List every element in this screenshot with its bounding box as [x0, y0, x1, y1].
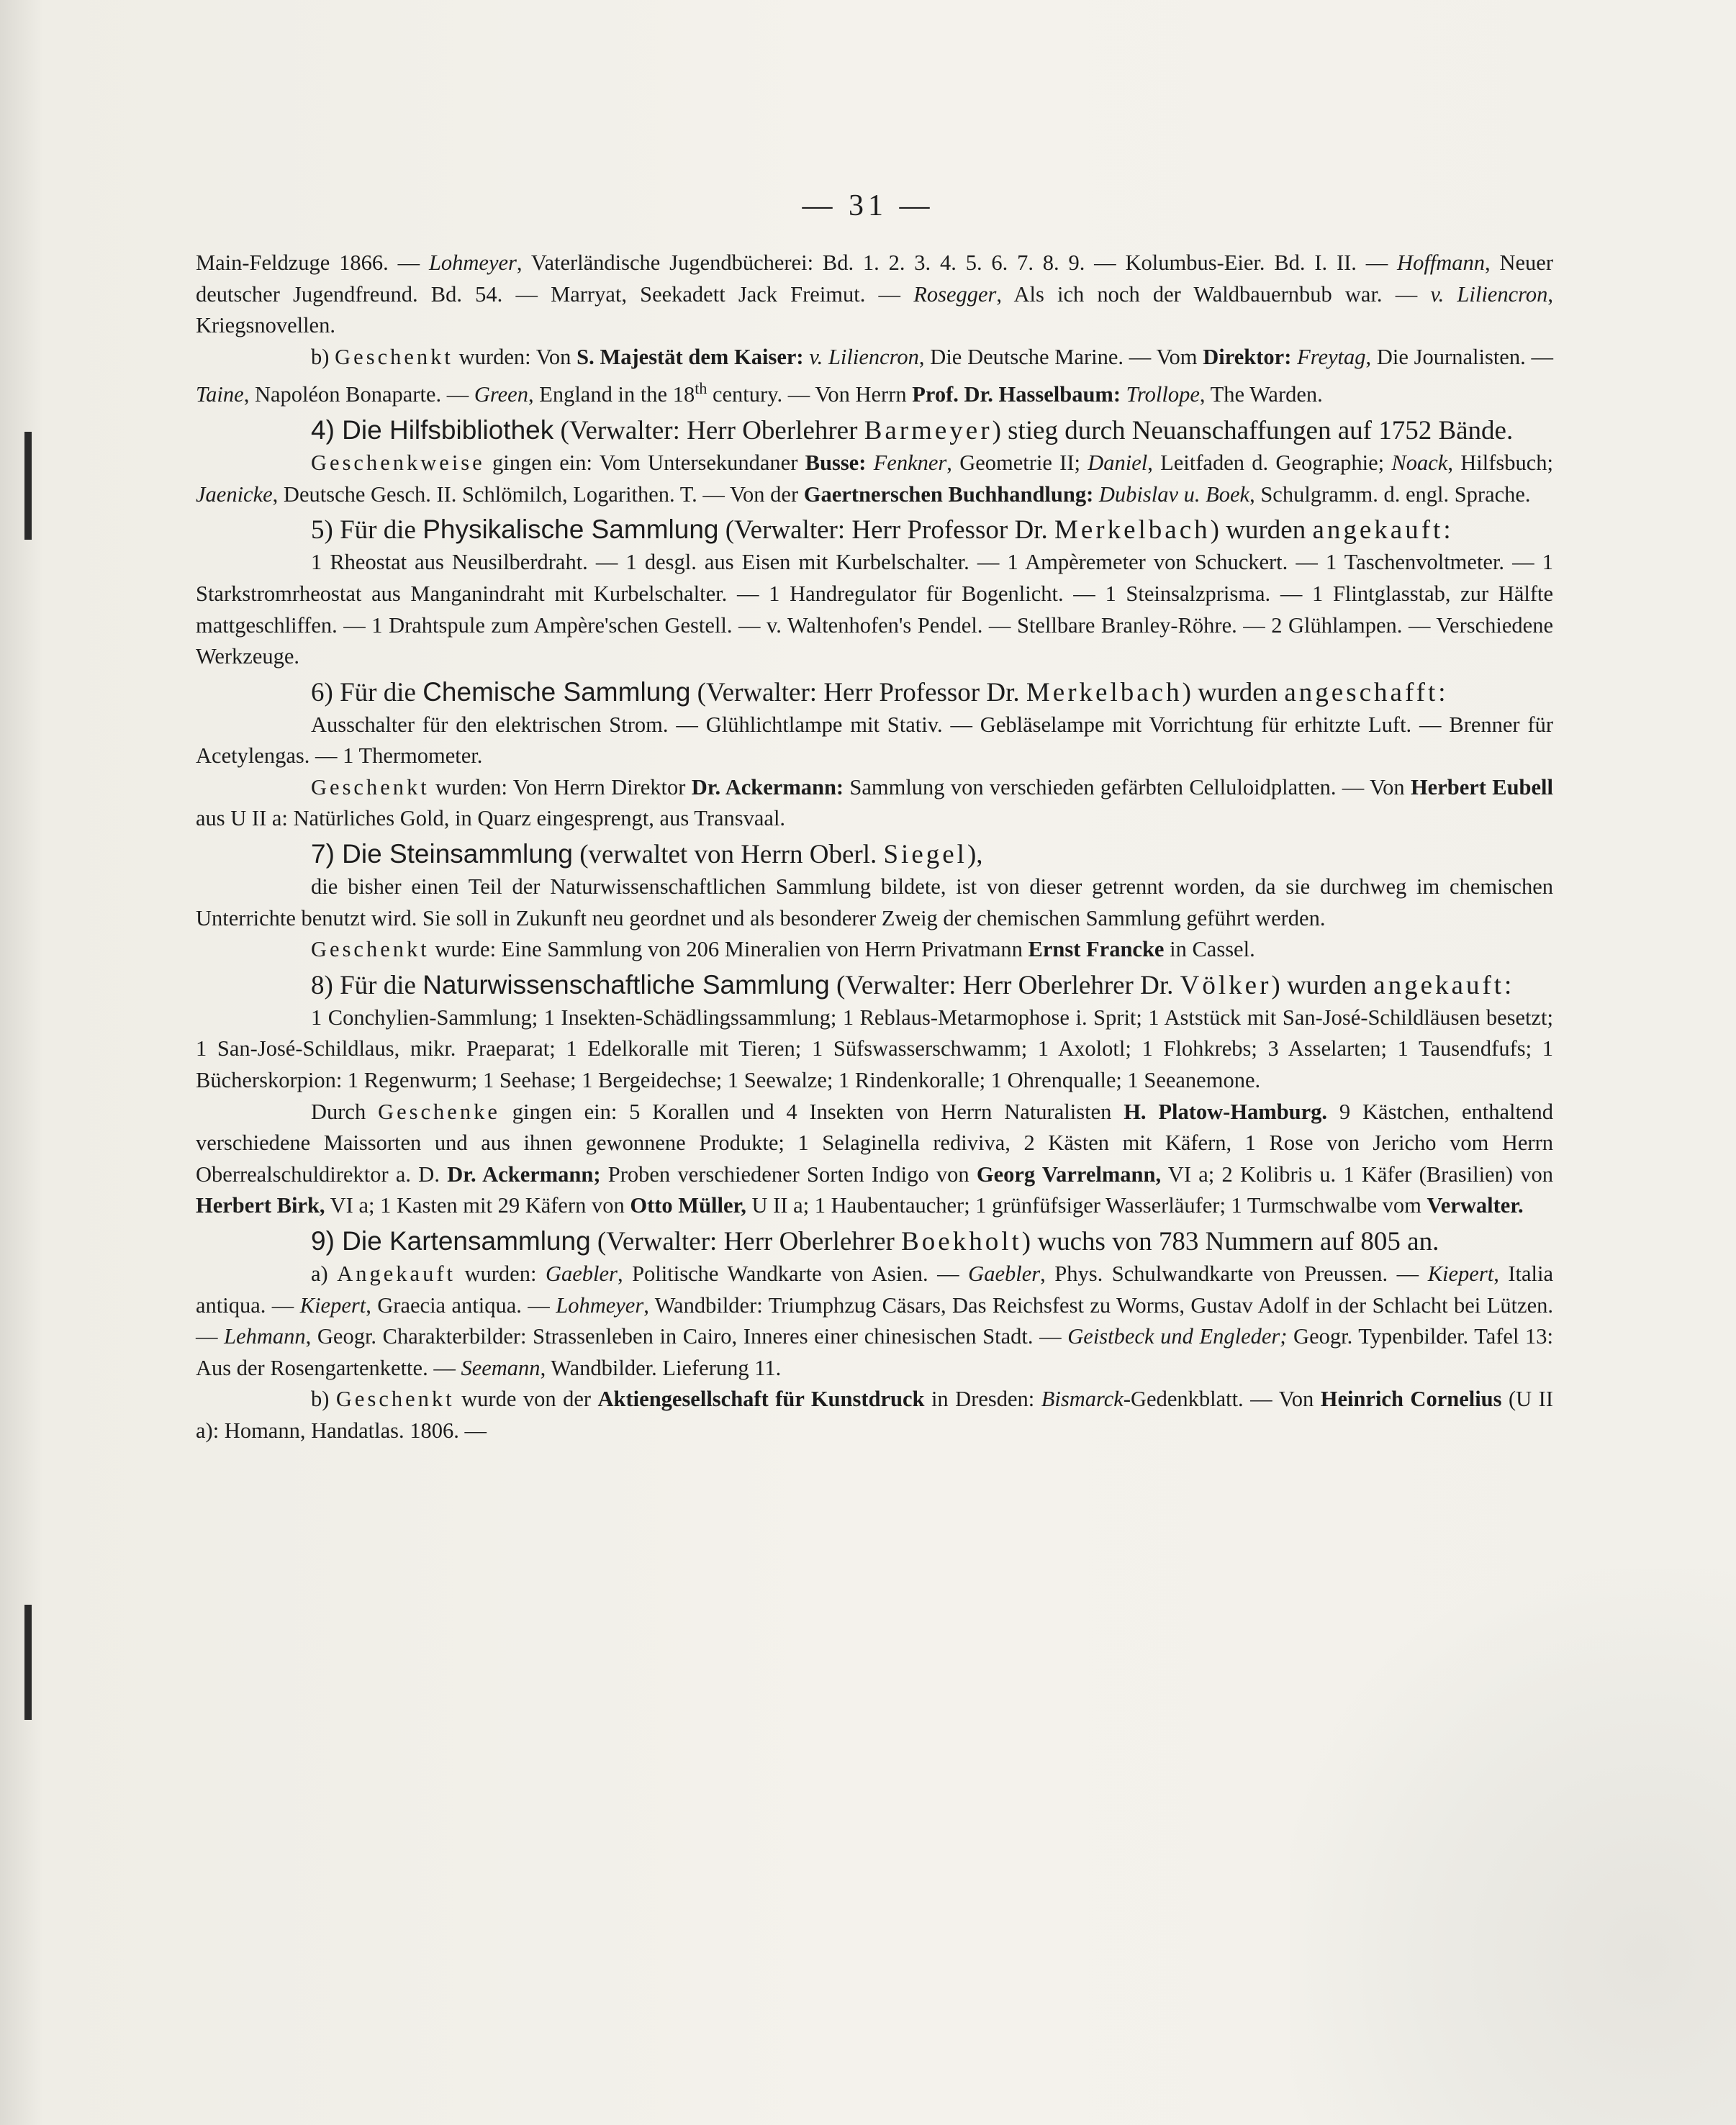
text-run: Aktiengesellschaft für Kunstdruck: [597, 1387, 925, 1412]
text-run: Main-Feldzuge 1866. —: [196, 250, 429, 275]
text-run: (Verwalter: Herr Professor Dr.: [690, 677, 1026, 707]
text-run: , Wandbilder: Triumphzug Cäsars, Das Reichsfest zu Worms, Gustav Adolf in der Schlacht bei Lützen. —: [196, 1292, 1553, 1349]
text-run: Geschenkt: [335, 1387, 455, 1412]
text-run: Geschenkt: [335, 344, 453, 369]
text-run: 1 Rheostat aus Neusilberdraht. — 1 desgl. aus Eisen mit Kurbelschalter. — 1 Ampèremeter von Schuckert. — 1 Taschenvoltmeter. — 1 Starkstromrheostat aus Manganindraht mit Kurbelschalter. — 1 Handregulator für Bogenlicht. — 1 Steinsalzprisma. — 1 Flintglasstab, zur Hälfte mattgeschliffen. — 1 Drahtspule zum Ampère'schen Gestell. — v. Waltenhofen's Pendel. — Stellbare Branley-Röhre. — 2 Glühlampen. — Verschiedene Werkzeuge.: [196, 550, 1553, 669]
text-run: 9) Die Kartensammlung: [311, 1226, 591, 1256]
text-run: Für die: [340, 677, 423, 707]
text-run: , Graecia antiqua. —: [366, 1292, 556, 1318]
text-run: Merkelbach: [1054, 515, 1211, 545]
text-paragraph: [196, 871, 1553, 934]
text-run: b): [311, 1387, 336, 1412]
text-run: Freytag: [1297, 344, 1366, 369]
text-run: Lohmeyer: [556, 1292, 644, 1318]
text-run: , Phys. Schulwandkarte von Preussen. —: [1040, 1261, 1428, 1286]
text-run: U II a; 1 Haubentaucher; 1 grünfüfsiger Wasserläufer; 1 Turmschwalbe vom: [746, 1193, 1427, 1218]
text-run: Lehmann: [224, 1324, 306, 1349]
text-run: , Politische Wandkarte von Asien. —: [617, 1261, 969, 1286]
text-run: Merkelbach: [1026, 677, 1183, 707]
text-run: Physikalische Sammlung: [422, 515, 719, 545]
text-run: , Neuer deutscher Jugendfreund. Bd. 54. — Marryat, Seekadett Jack Freimut. —: [196, 250, 1554, 307]
text-run: (Verwalter: Herr Oberlehrer: [590, 1227, 902, 1256]
page-body: [196, 248, 1553, 1447]
text-run: aus U II a: Natürliches Gold, in Quarz eingesprengt, aus Transvaal.: [196, 806, 786, 831]
text-run: [1291, 345, 1297, 369]
text-run: Otto Müller,: [630, 1193, 746, 1218]
section-heading-paragraph: [196, 1225, 1553, 1259]
text-run: Für die: [340, 515, 423, 545]
text-run: Geschenkweise: [311, 450, 485, 476]
section-heading-paragraph: [196, 414, 1553, 448]
text-run: VI a; 2 Kolibris u. 1 Käfer (Brasilien) von: [1161, 1161, 1554, 1187]
text-run: Durch: [311, 1099, 379, 1124]
text-run: Verwalter.: [1427, 1193, 1524, 1218]
text-run: wurden: Von Herrn Direktor: [429, 774, 692, 799]
text-run: angeschafft:: [1284, 677, 1449, 707]
text-paragraph: [196, 248, 1553, 342]
text-run: Gaertnerschen Buchhandlung:: [803, 481, 1094, 507]
text-run: b): [311, 344, 335, 369]
text-run: Daniel: [1088, 450, 1148, 476]
text-run: Dr. Ackermann;: [447, 1161, 601, 1187]
text-run: Für die: [340, 970, 423, 1000]
text-run: Barmeyer: [864, 416, 993, 446]
text-paragraph: [196, 342, 1553, 411]
text-run: angekauft:: [1312, 515, 1454, 545]
text-run: H. Platow-Hamburg.: [1124, 1099, 1328, 1124]
section-heading-paragraph: [196, 838, 1553, 871]
text-run: wurden: Von: [453, 344, 577, 369]
text-run: , England in the 18: [528, 382, 695, 407]
text-run: Kiepert: [1427, 1261, 1494, 1286]
text-run: ) wurden: [1210, 515, 1313, 545]
text-run: Gaebler: [968, 1261, 1041, 1286]
text-run: Seemann: [461, 1355, 541, 1380]
text-paragraph: [196, 1002, 1553, 1097]
text-run: Boekholt: [901, 1227, 1022, 1256]
text-run: 6): [311, 677, 340, 707]
text-run: Georg Varrelmann,: [976, 1161, 1162, 1187]
text-run: , The Warden.: [1199, 382, 1323, 407]
text-run: Geistbeck und Engleder;: [1067, 1324, 1288, 1349]
text-run: Geschenkt: [311, 774, 430, 799]
text-run: , Vaterländische Jugendbücherei: Bd. 1. 2. 3. 4. 5. 6. 7. 8. 9. — Kolumbus-Eier. Bd. I. II. —: [516, 250, 1398, 275]
text-paragraph: [196, 448, 1553, 510]
text-run: th: [695, 379, 707, 398]
text-run: ) stieg durch Neuanschaffungen auf 1752 Bände.: [992, 416, 1514, 446]
text-run: v. Liliencron: [809, 344, 919, 369]
text-run: , Geometrie II;: [946, 450, 1088, 476]
text-run: (Verwalter: Herr Professor Dr.: [718, 515, 1054, 545]
text-run: ),: [967, 840, 983, 870]
text-run: 7) Die Steinsammlung: [311, 839, 573, 869]
text-run: Ausschalter für den elektrischen Strom. — Glühlichtlampe mit Stativ. — Gebläselampe mit Vorrichtung für erhitzte Luft. — Brenner für Acetylengas. — 1 Thermometer.: [196, 712, 1553, 769]
text-run: Sammlung von verschieden gefärbten Celluloidplatten. — Von: [844, 774, 1411, 799]
text-run: Herbert Eubell: [1410, 774, 1554, 799]
text-paragraph: [196, 772, 1553, 835]
text-run: , Schulgramm. d. engl. Sprache.: [1249, 481, 1531, 507]
section-heading-paragraph: [196, 676, 1553, 710]
page-number: — 31 —: [802, 189, 934, 222]
text-run: Rosegger: [913, 281, 997, 307]
text-run: , Leitfaden d. Geographie;: [1147, 450, 1392, 476]
text-run: , Hilfsbuch;: [1447, 450, 1553, 476]
text-run: S. Majestät dem Kaiser:: [577, 344, 804, 369]
text-run: Direktor:: [1203, 344, 1292, 369]
binding-mark: [24, 1605, 32, 1720]
text-run: ) wuchs von 783 Nummern auf 805 an.: [1021, 1227, 1439, 1256]
text-run: Naturwissenschaftliche Sammlung: [422, 969, 830, 1000]
text-run: 9 Kästchen, enthaltend verschiedene Maissorten und aus ihnen gewonnene Produkte; 1 Selaginella rediviva, 2 Kästen mit Käfern, 1 Rose von Jericho vom Herrn Oberrealschuldirektor a. D.: [196, 1099, 1554, 1187]
text-run: v. Liliencron: [1430, 281, 1548, 307]
text-paragraph: [196, 1259, 1553, 1384]
text-run: Siegel: [883, 840, 967, 870]
text-run: gingen ein: Vom Untersekundaner: [484, 450, 805, 476]
text-run: ) wurden: [1182, 677, 1285, 707]
text-run: , Die Deutsche Marine. — Vom: [918, 344, 1203, 369]
text-run: 8): [311, 970, 340, 1000]
text-run: Fenkner: [873, 450, 947, 476]
text-run: Geschenkt: [311, 937, 430, 962]
text-run: -Gedenkblatt. — Von: [1123, 1387, 1321, 1412]
text-run: Chemische Sammlung: [422, 676, 691, 707]
text-run: Kiepert: [299, 1292, 366, 1318]
text-run: Herbert Birk,: [196, 1193, 325, 1218]
text-run: wurde von der: [454, 1387, 598, 1412]
text-run: Geogr. Typenbilder. Tafel 13: Aus der Rosengartenkette. —: [196, 1324, 1554, 1380]
text-run: , Geogr. Charakterbilder: Strassenleben in Cairo, Inneres einer chinesischen Stadt. —: [305, 1324, 1068, 1349]
text-run: Gaebler: [545, 1261, 618, 1286]
water-stain: [1290, 1569, 1736, 2125]
text-run: Bismarck: [1041, 1387, 1124, 1412]
text-paragraph: [196, 1097, 1553, 1222]
text-paragraph: [196, 934, 1553, 966]
text-run: (verwaltet von Herrn Oberl.: [572, 840, 884, 870]
text-run: Angekauft: [337, 1261, 456, 1286]
binding-mark: [24, 432, 32, 540]
text-run: , Die Journalisten. —: [1365, 344, 1553, 369]
text-run: Völker: [1180, 970, 1272, 1000]
section-heading-paragraph: [196, 969, 1553, 1002]
text-run: Ernst Francke: [1028, 937, 1165, 962]
text-run: Heinrich Cornelius: [1320, 1387, 1502, 1412]
text-run: Hoffmann: [1397, 250, 1486, 275]
text-run: ) wurden: [1271, 970, 1374, 1000]
text-run: , Italia antiqua. —: [196, 1261, 1553, 1318]
text-run: Dr. Ackermann:: [691, 774, 844, 799]
text-run: in Dresden:: [924, 1387, 1041, 1412]
text-run: 5): [311, 515, 340, 545]
text-run: (U II a): Homann, Handatlas. 1806. —: [196, 1387, 1553, 1443]
text-run: Lohmeyer: [428, 250, 517, 275]
text-run: angekauft:: [1373, 970, 1515, 1000]
text-paragraph: [196, 547, 1553, 672]
text-run: [1121, 383, 1126, 407]
text-run: Geschenke: [378, 1099, 500, 1124]
text-run: [1093, 482, 1099, 507]
text-run: century. — Von Herrn: [707, 382, 913, 407]
text-run: Proben verschiedener Sorten Indigo von: [600, 1161, 977, 1187]
text-run: VI a; 1 Kasten mit 29 Käfern von: [325, 1193, 630, 1218]
text-run: , Kriegsnovellen.: [196, 281, 1553, 338]
text-run: gingen ein: 5 Korallen und 4 Insekten von Herrn Naturalisten: [499, 1099, 1124, 1124]
text-run: Noack: [1391, 450, 1448, 476]
text-run: Jaenicke: [196, 481, 273, 507]
text-run: 4) Die Hilfsbibliothek: [311, 415, 554, 445]
text-run: in Cassel.: [1164, 937, 1255, 962]
text-run: die bisher einen Teil der Naturwissenschaftlichen Sammlung bildete, ist von dieser getrennt worden, da sie durchweg im chemischen Unterrichte benutzt wird. Sie soll in Zukunft neu geordnet und als besonderer Zweig der chemischen Sammlung geführt werden.: [196, 874, 1553, 930]
text-run: [866, 450, 873, 475]
text-run: Green: [474, 382, 528, 407]
text-run: wurden:: [455, 1261, 546, 1286]
text-run: Dubislav u. Boek: [1098, 481, 1250, 507]
text-run: Taine: [196, 382, 244, 407]
text-run: (Verwalter: Herr Oberlehrer Dr.: [829, 970, 1180, 1000]
text-run: , Napoléon Bonaparte. —: [243, 382, 474, 407]
text-run: (Verwalter: Herr Oberlehrer: [553, 416, 864, 446]
text-paragraph: [196, 1384, 1553, 1446]
text-run: , Deutsche Gesch. II. Schlömilch, Logarithen. T. — Von der: [272, 481, 804, 507]
text-run: a): [311, 1261, 338, 1286]
text-run: , Wandbilder. Lieferung 11.: [540, 1355, 782, 1380]
text-paragraph: [196, 710, 1553, 772]
text-run: Prof. Dr. Hasselbaum:: [912, 382, 1121, 407]
text-run: Busse:: [805, 450, 867, 476]
section-heading-paragraph: [196, 513, 1553, 547]
text-run: 1 Conchylien-Sammlung; 1 Insekten-Schädlingssammlung; 1 Reblaus-Metarmophose i. Sprit; 1 Aststück mit San-José-Schildläusen besetzt; 1 San-José-Schildlaus, mikr. Praeparat; 1 Edelkoralle mit Tieren; 1 Süfswasserschwamm; 1 Axolotl; 1 Flohkrebs; 3 Asselarten; 1 Tausendfufs; 1 Bücherskorpion: 1 Regenwurm; 1 Seehase; 1 Bergeidechse; 1 Seewalze; 1 Rindenkoralle; 1 Ohrenqualle; 1 Seeanemone.: [196, 1005, 1553, 1093]
text-run: , Als ich noch der Waldbauernbub war. —: [996, 281, 1431, 307]
text-run: Trollope: [1126, 382, 1200, 407]
text-run: wurde: Eine Sammlung von 206 Mineralien von Herrn Privatmann: [429, 937, 1029, 962]
